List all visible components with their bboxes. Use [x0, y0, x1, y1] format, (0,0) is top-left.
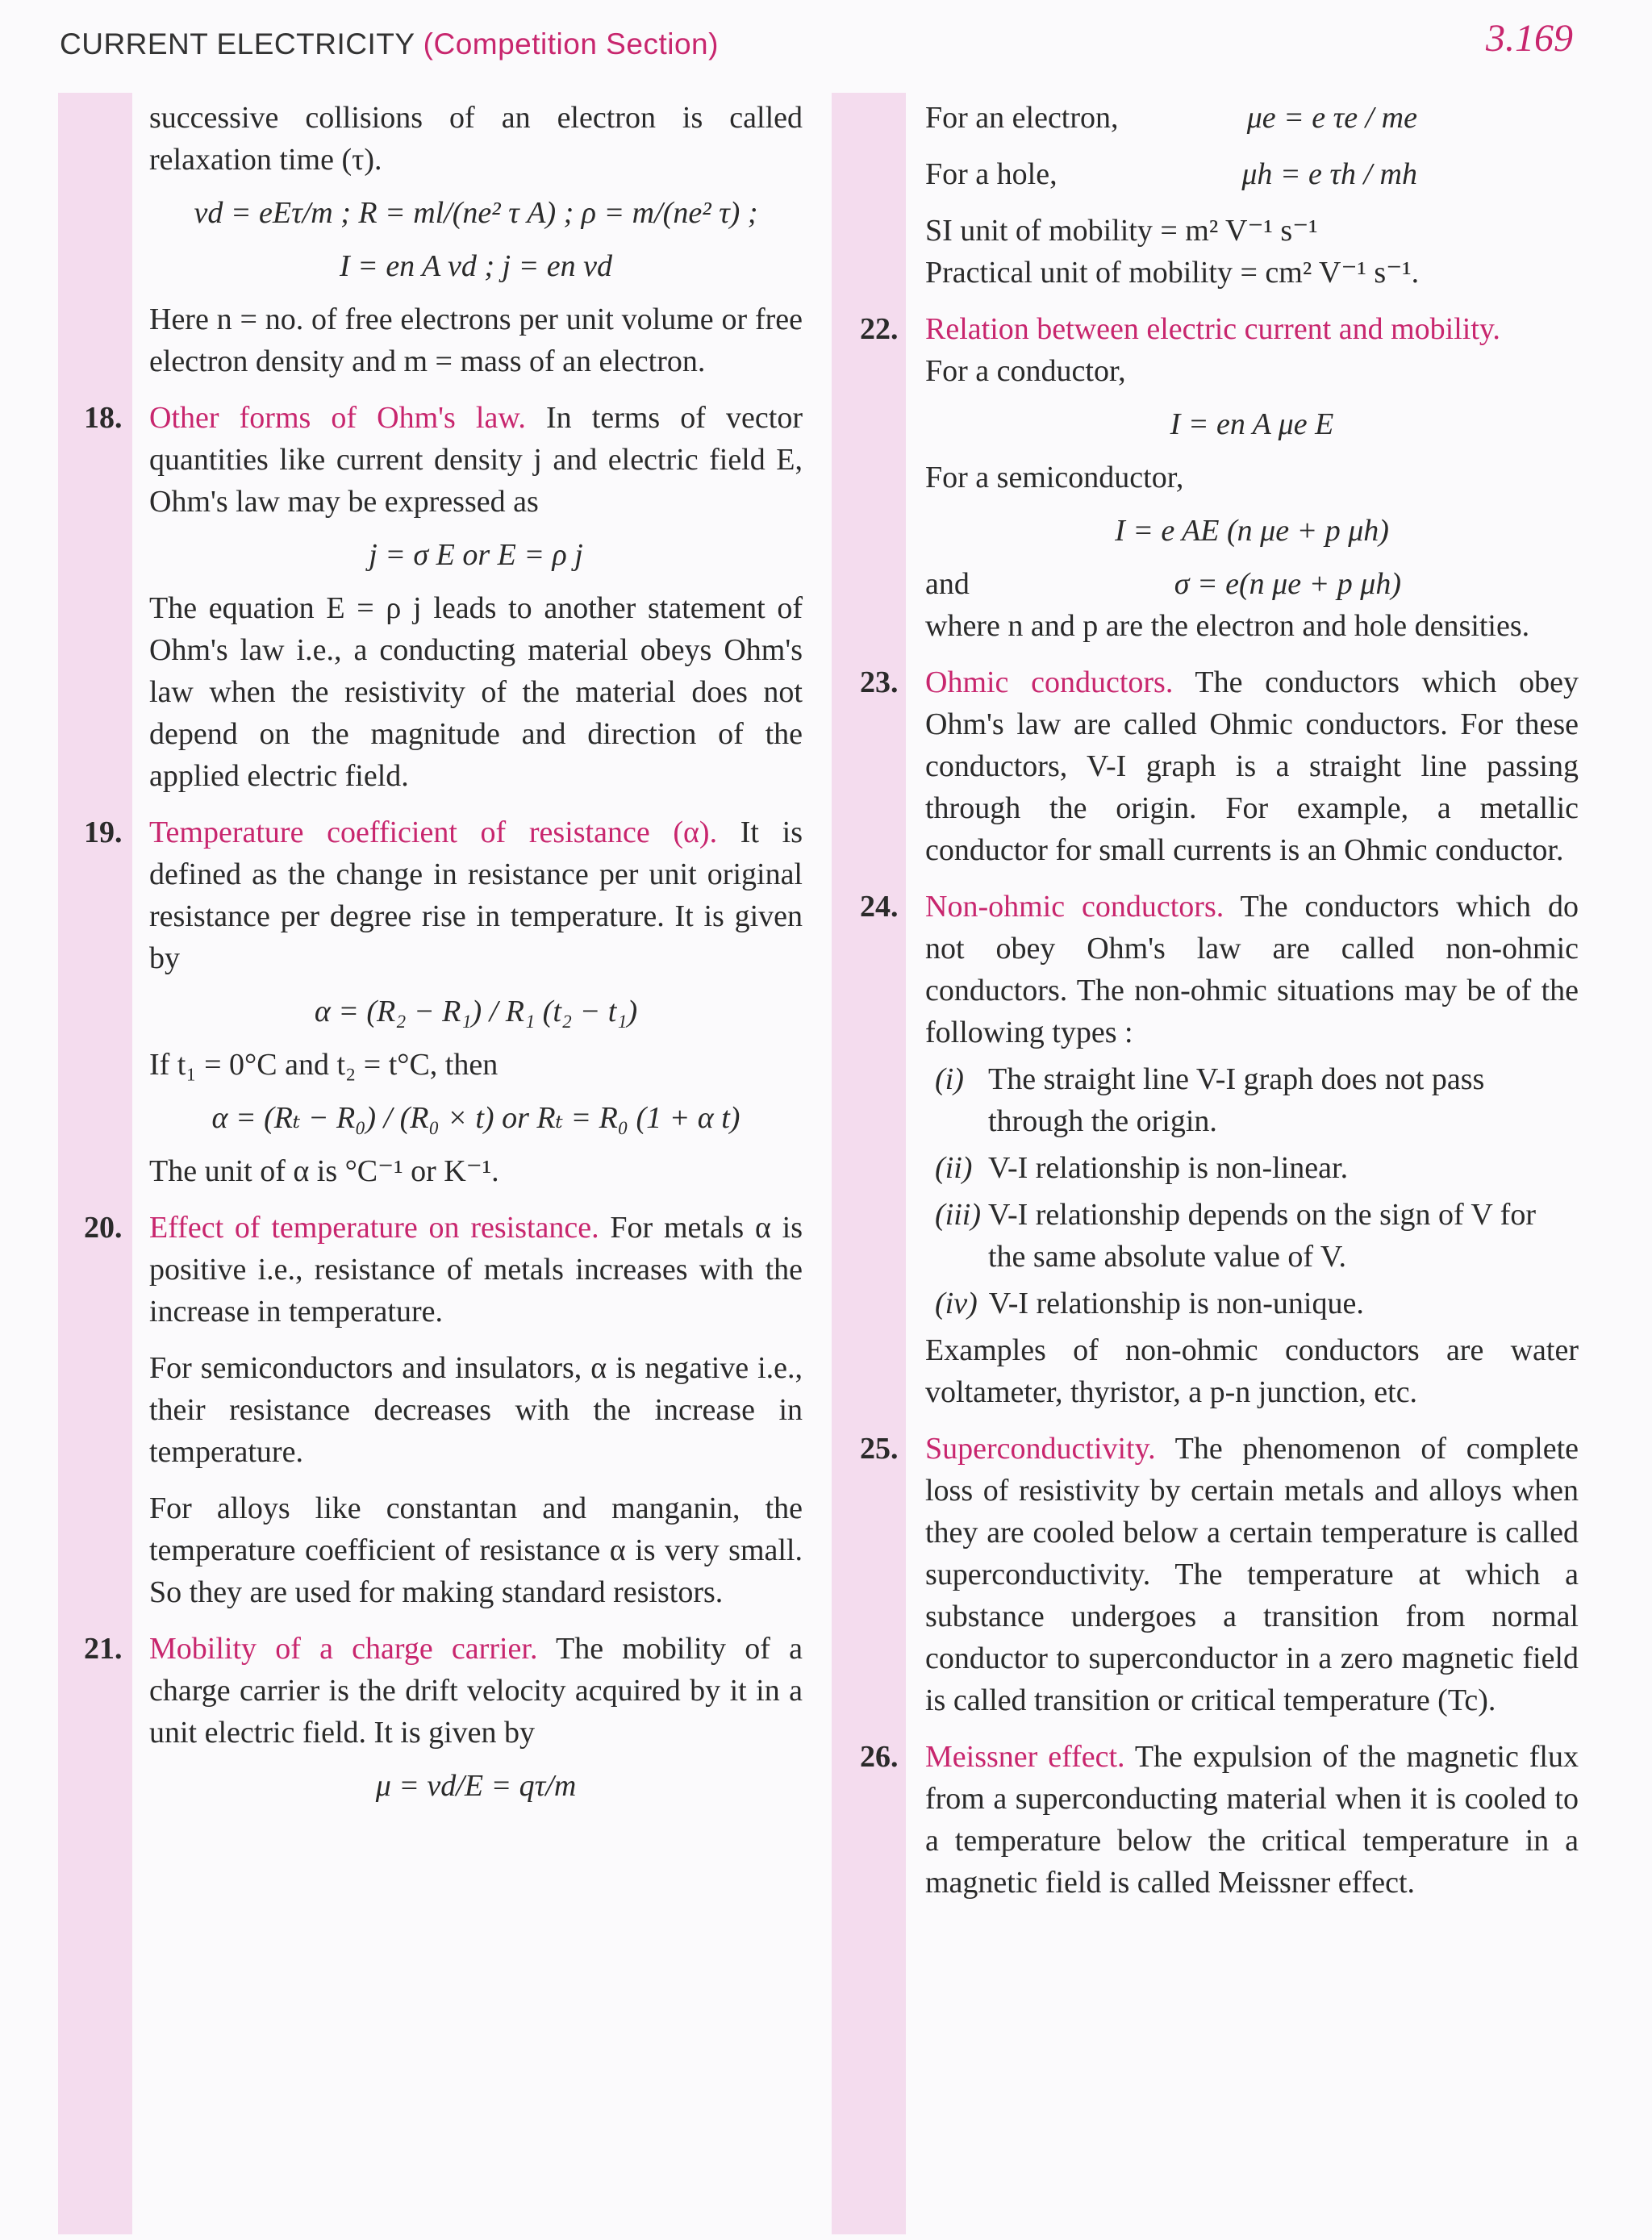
section-heading: Relation between electric current and mobility. — [925, 312, 1500, 346]
drift-equations: vd = eEτ/m ; R = ml/(ne² τ A) ; ρ = m/(ne² τ) ; — [194, 196, 758, 230]
section-text: For metals α is positive i.e., resistance of metals increases with the increase in temperature. — [149, 1211, 803, 1329]
section-number: 22. — [860, 312, 899, 346]
section-text: The expulsion of the magnetic flux from a superconducting material when it is cooled to a temperature below the critical temperature in a magnetic field is called Meissner effect. — [925, 1740, 1579, 1900]
section-text: It is defined as the change in resistance per unit original resistance per degree rise in temperature. It is given by — [149, 815, 803, 975]
section-label: (Competition Section) — [423, 27, 719, 60]
alloys-text: For alloys like constantan and manganin, the temperature coefficient of resistance α is very small. So they are used for making standard resistors. — [149, 1491, 803, 1609]
section-text: The conductors which do not obey Ohm's law are called non-ohmic conductors. The non-ohmic situations may be of the following types : — [925, 890, 1579, 1049]
running-header — [60, 27, 719, 61]
section-heading: Meissner effect. — [925, 1740, 1125, 1774]
list-item: (iv) V-I relationship is non-unique. — [935, 1287, 1364, 1320]
right-margin-band — [832, 93, 906, 2234]
intro-text: successive collisions of an electron is called relaxation time (τ). — [149, 101, 803, 177]
electron-mobility-row — [925, 97, 1579, 139]
conductivity-eq: σ = e(n μe + p μh) — [1174, 567, 1401, 601]
section-heading: Effect of temperature on resistance. — [149, 1211, 599, 1245]
section-text: The phenomenon of complete loss of resistivity by certain metals and alloys when they are cooled below a certain temperature is called superconductivity. The temperature at which a substance undergoes a transition from normal conductor to superconductor in a zero magnetic field is called transition or critical temperature (Tc). — [925, 1432, 1579, 1717]
section-heading: Superconductivity. — [925, 1432, 1156, 1466]
si-unit-mobility: SI unit of mobility = m² V⁻¹ s⁻¹ — [925, 214, 1318, 248]
semiconductor-current-eq: I = e AE (n μe + p μh) — [1115, 514, 1389, 548]
list-item: (ii) V-I relationship is non-linear. — [935, 1151, 1349, 1185]
section-25 — [860, 1428, 1579, 1721]
hole-mobility-eq: μh = e τh / mh — [1241, 157, 1417, 191]
section-21 — [84, 1628, 803, 1807]
section-heading: Ohmic conductors. — [925, 665, 1174, 699]
electron-mobility-eq: μe = e τe / me — [1246, 101, 1417, 135]
section-number: 26. — [860, 1740, 899, 1774]
list-item: (i) The straight line V-I graph does not pass through the origin. — [935, 1062, 1485, 1138]
section-22 — [860, 308, 1579, 647]
chapter-title: CURRENT ELECTRICITY — [60, 27, 415, 60]
section-20 — [84, 1207, 803, 1613]
left-column — [84, 97, 803, 1818]
hole-label: For a hole, — [925, 157, 1058, 191]
section-number: 18. — [84, 401, 123, 435]
section-number: 19. — [84, 815, 123, 849]
section-text: The conductors which obey Ohm's law are called Ohmic conductors. For these conductors, V-I graph is a straight line passing through the origin. For example, a metallic conductor for small currents is an Ohmic conductor. — [925, 665, 1579, 867]
densities-text: where n and p are the electron and hole densities. — [925, 609, 1530, 643]
condition-text: If t₁ = 0°C and t₂ = t°C, then — [149, 1048, 499, 1082]
alpha-equation-2: α = (Rₜ − R₀) / (R₀ × t) or Rₜ = R₀ (1 + α t) — [211, 1101, 740, 1135]
conductor-current-eq: I = en A μe E — [1170, 407, 1334, 441]
alpha-unit: The unit of α is °C⁻¹ or K⁻¹. — [149, 1154, 499, 1188]
section-number: 24. — [860, 890, 899, 924]
practical-unit-mobility: Practical unit of mobility = cm² V⁻¹ s⁻¹. — [925, 256, 1420, 290]
semiconductor-text: For a semiconductor, — [925, 461, 1184, 494]
section-heading: Mobility of a charge carrier. — [149, 1632, 538, 1666]
section-18 — [84, 397, 803, 797]
section-heading: Non-ohmic conductors. — [925, 890, 1224, 924]
conductor-text: For a conductor, — [925, 354, 1126, 388]
section-19 — [84, 811, 803, 1192]
section-number: 21. — [84, 1632, 123, 1666]
electron-label: For an electron, — [925, 101, 1119, 135]
current-equations: I = en A vd ; j = en vd — [340, 249, 612, 283]
section-24 — [860, 886, 1579, 1413]
mobility-equation: μ = vd/E = qτ/m — [375, 1769, 577, 1803]
section-number: 25. — [860, 1432, 899, 1466]
right-column — [860, 97, 1579, 1904]
and-label: and — [925, 567, 970, 601]
list-item: (iii) V-I relationship depends on the sign of V for the same absolute value of V. — [935, 1198, 1536, 1274]
section-heading: Temperature coefficient of resistance (α). — [149, 815, 718, 849]
section-26 — [860, 1736, 1579, 1904]
ohm-vector-equation: j = σ E or E = ρ j — [369, 538, 583, 572]
alpha-equation: α = (R₂ − R₁) / R₁ (t₂ − t₁) — [314, 995, 638, 1028]
semiconductor-text: For semiconductors and insulators, α is negative i.e., their resistance decreases with the increase in temperature. — [149, 1351, 803, 1469]
section-23 — [860, 661, 1579, 871]
section-number: 23. — [860, 665, 899, 699]
section-number: 20. — [84, 1211, 123, 1245]
section-text: The mobility of a charge carrier is the drift velocity acquired by it in a unit electric field. It is given by — [149, 1632, 803, 1750]
examples-text: Examples of non-ohmic conductors are water voltameter, thyristor, a p-n junction, etc. — [925, 1333, 1579, 1409]
section-text-2: The equation E = ρ j leads to another statement of Ohm's law i.e., a conducting material obeys Ohm's law when the resistivity of the material does not depend on the magnitude and direction of the applied electric field. — [149, 591, 803, 793]
section-heading: Other forms of Ohm's law. — [149, 401, 526, 435]
electron-density-note: Here n = no. of free electrons per unit volume or free electron density and m = mass of an electron. — [149, 302, 803, 378]
page-number: 3.169 — [1486, 17, 1573, 60]
section-text: In terms of vector quantities like current density j and electric field E, Ohm's law may be expressed as — [149, 401, 803, 519]
hole-mobility-row — [925, 153, 1579, 195]
